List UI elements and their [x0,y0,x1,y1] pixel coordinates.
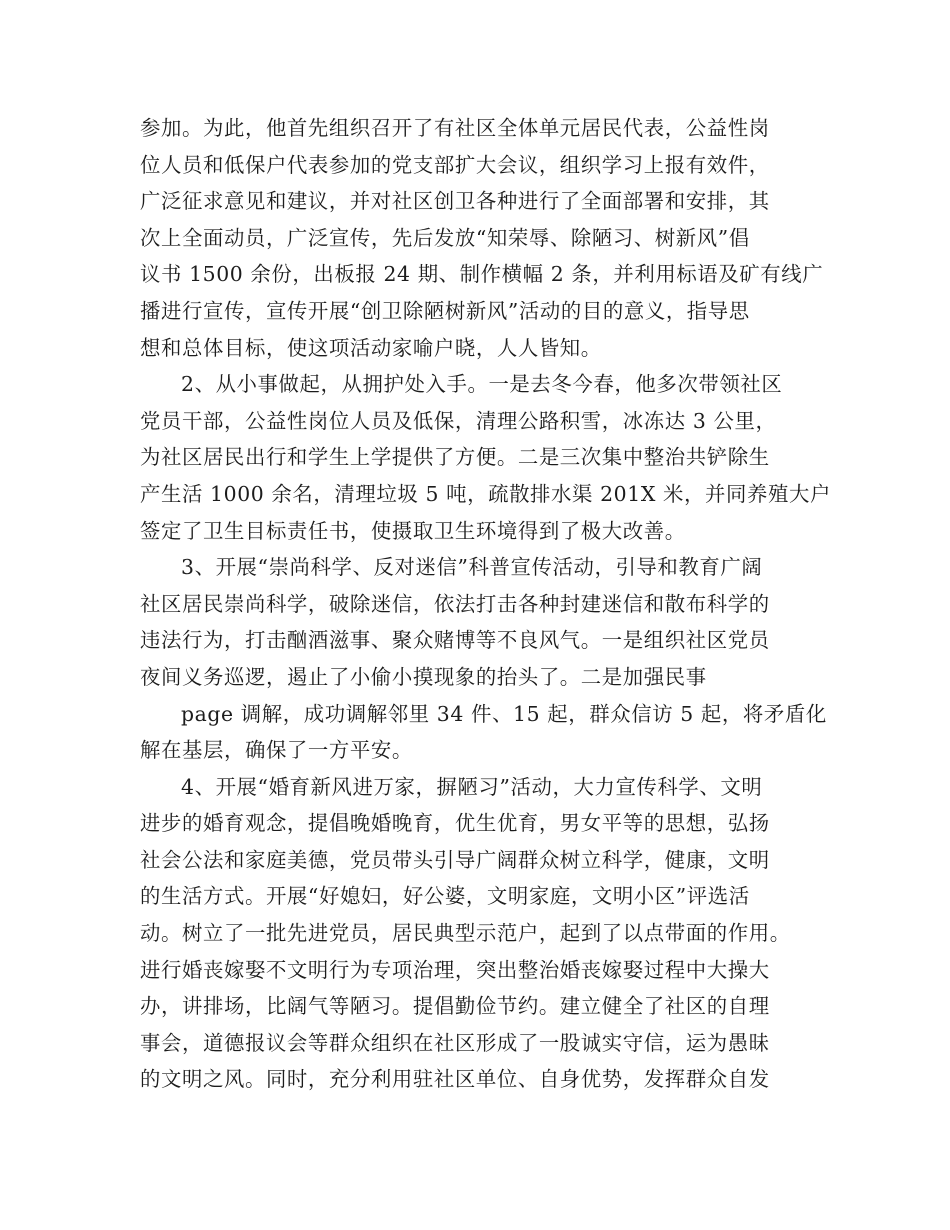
text-line: 社会公法和家庭美德，党员带头引导广阔群众树立科学，健康，文明 [140,847,770,872]
text-line: 办，讲排场，比阔气等陋习。提倡勤俭节约。建立健全了社区的自理 [140,994,770,1019]
text-line: 社区居民崇尚科学，破除迷信，依法打击各种封建迷信和散布科学的 [140,591,770,616]
text-line: 想和总体目标，使这项活动家喻户晓，人人皆知。 [140,335,602,360]
text-line: 解在基层，确保了一方平安。 [140,738,413,763]
text-line: 进行婚丧嫁娶不文明行为专项治理，突出整治婚丧嫁娶过程中大操大 [140,957,770,982]
text-line: 播进行宣传，宣传开展“创卫除陋树新风”活动的目的意义，指导思 [140,298,750,323]
text-line: 动。树立了一批先进党员，居民典型示范户，起到了以点带面的作用。 [140,921,791,946]
paragraph-start-line: 2、从小事做起，从拥护处入手。一是去冬今春，他多次带领社区 [181,372,783,397]
text-line: 位人员和低保户代表参加的党支部扩大会议，组织学习上报有效件， [140,152,770,177]
text-line: 次上全面动员，广泛宣传，先后发放“知荣辱、除陋习、树新风”倡 [140,225,750,250]
text-line: 事会，道德报议会等群众组织在社区形成了一股诚实守信，运为愚昧 [140,1030,770,1055]
paragraph-start-line: 3、开展“崇尚科学、反对迷信”科普宣传活动，引导和教育广阔 [181,555,763,580]
text-line: 议书 1500 余份，出板报 24 期、制作横幅 2 条，并利用标语及矿有线广 [140,262,824,287]
text-line: 产生活 1000 余名，清理垃圾 5 吨，疏散排水渠 201X 米，并同养殖大户 [140,481,831,506]
text-line: 违法行为，打击酗酒滋事、聚众赌博等不良风气。一是组织社区党员 [140,628,770,653]
text-line: 的文明之风。同时，充分利用驻社区单位、自身优势，发挥群众自发 [140,1067,770,1092]
text-line: 进步的婚育观念，提倡晚婚晚育，优生优育，男女平等的思想，弘扬 [140,811,770,836]
text-line: 参加。为此，他首先组织召开了有社区全体单元居民代表，公益性岗 [140,116,770,140]
paragraph-start-line: page 调解，成功调解邻里 34 件、15 起，群众信访 5 起，将矛盾化 [181,701,827,726]
text-line: 的生活方式。开展“好媳妇，好公婆，文明家庭，文明小区”评选活 [140,884,750,909]
text-line: 夜间义务巡逻，遏止了小偷小摸现象的抬头了。二是加强民事 [140,664,707,689]
text-line: 签定了卫生目标责任书，使摄取卫生环境得到了极大改善。 [140,518,686,543]
text-line: 党员干部，公益性岗位人员及低保，清理公路积雪，冰冻达 3 公里， [140,408,777,433]
paragraph-start-line: 4、开展“婚育新风进万家，摒陋习”活动，大力宣传科学、文明 [181,774,763,799]
text-line: 为社区居民出行和学生上学提供了方便。二是三次集中整治共铲除生 [140,445,770,470]
body-text [140,110,831,1098]
text-line: 广泛征求意见和建议，并对社区创卫各种进行了全面部署和安排，其 [140,189,770,214]
